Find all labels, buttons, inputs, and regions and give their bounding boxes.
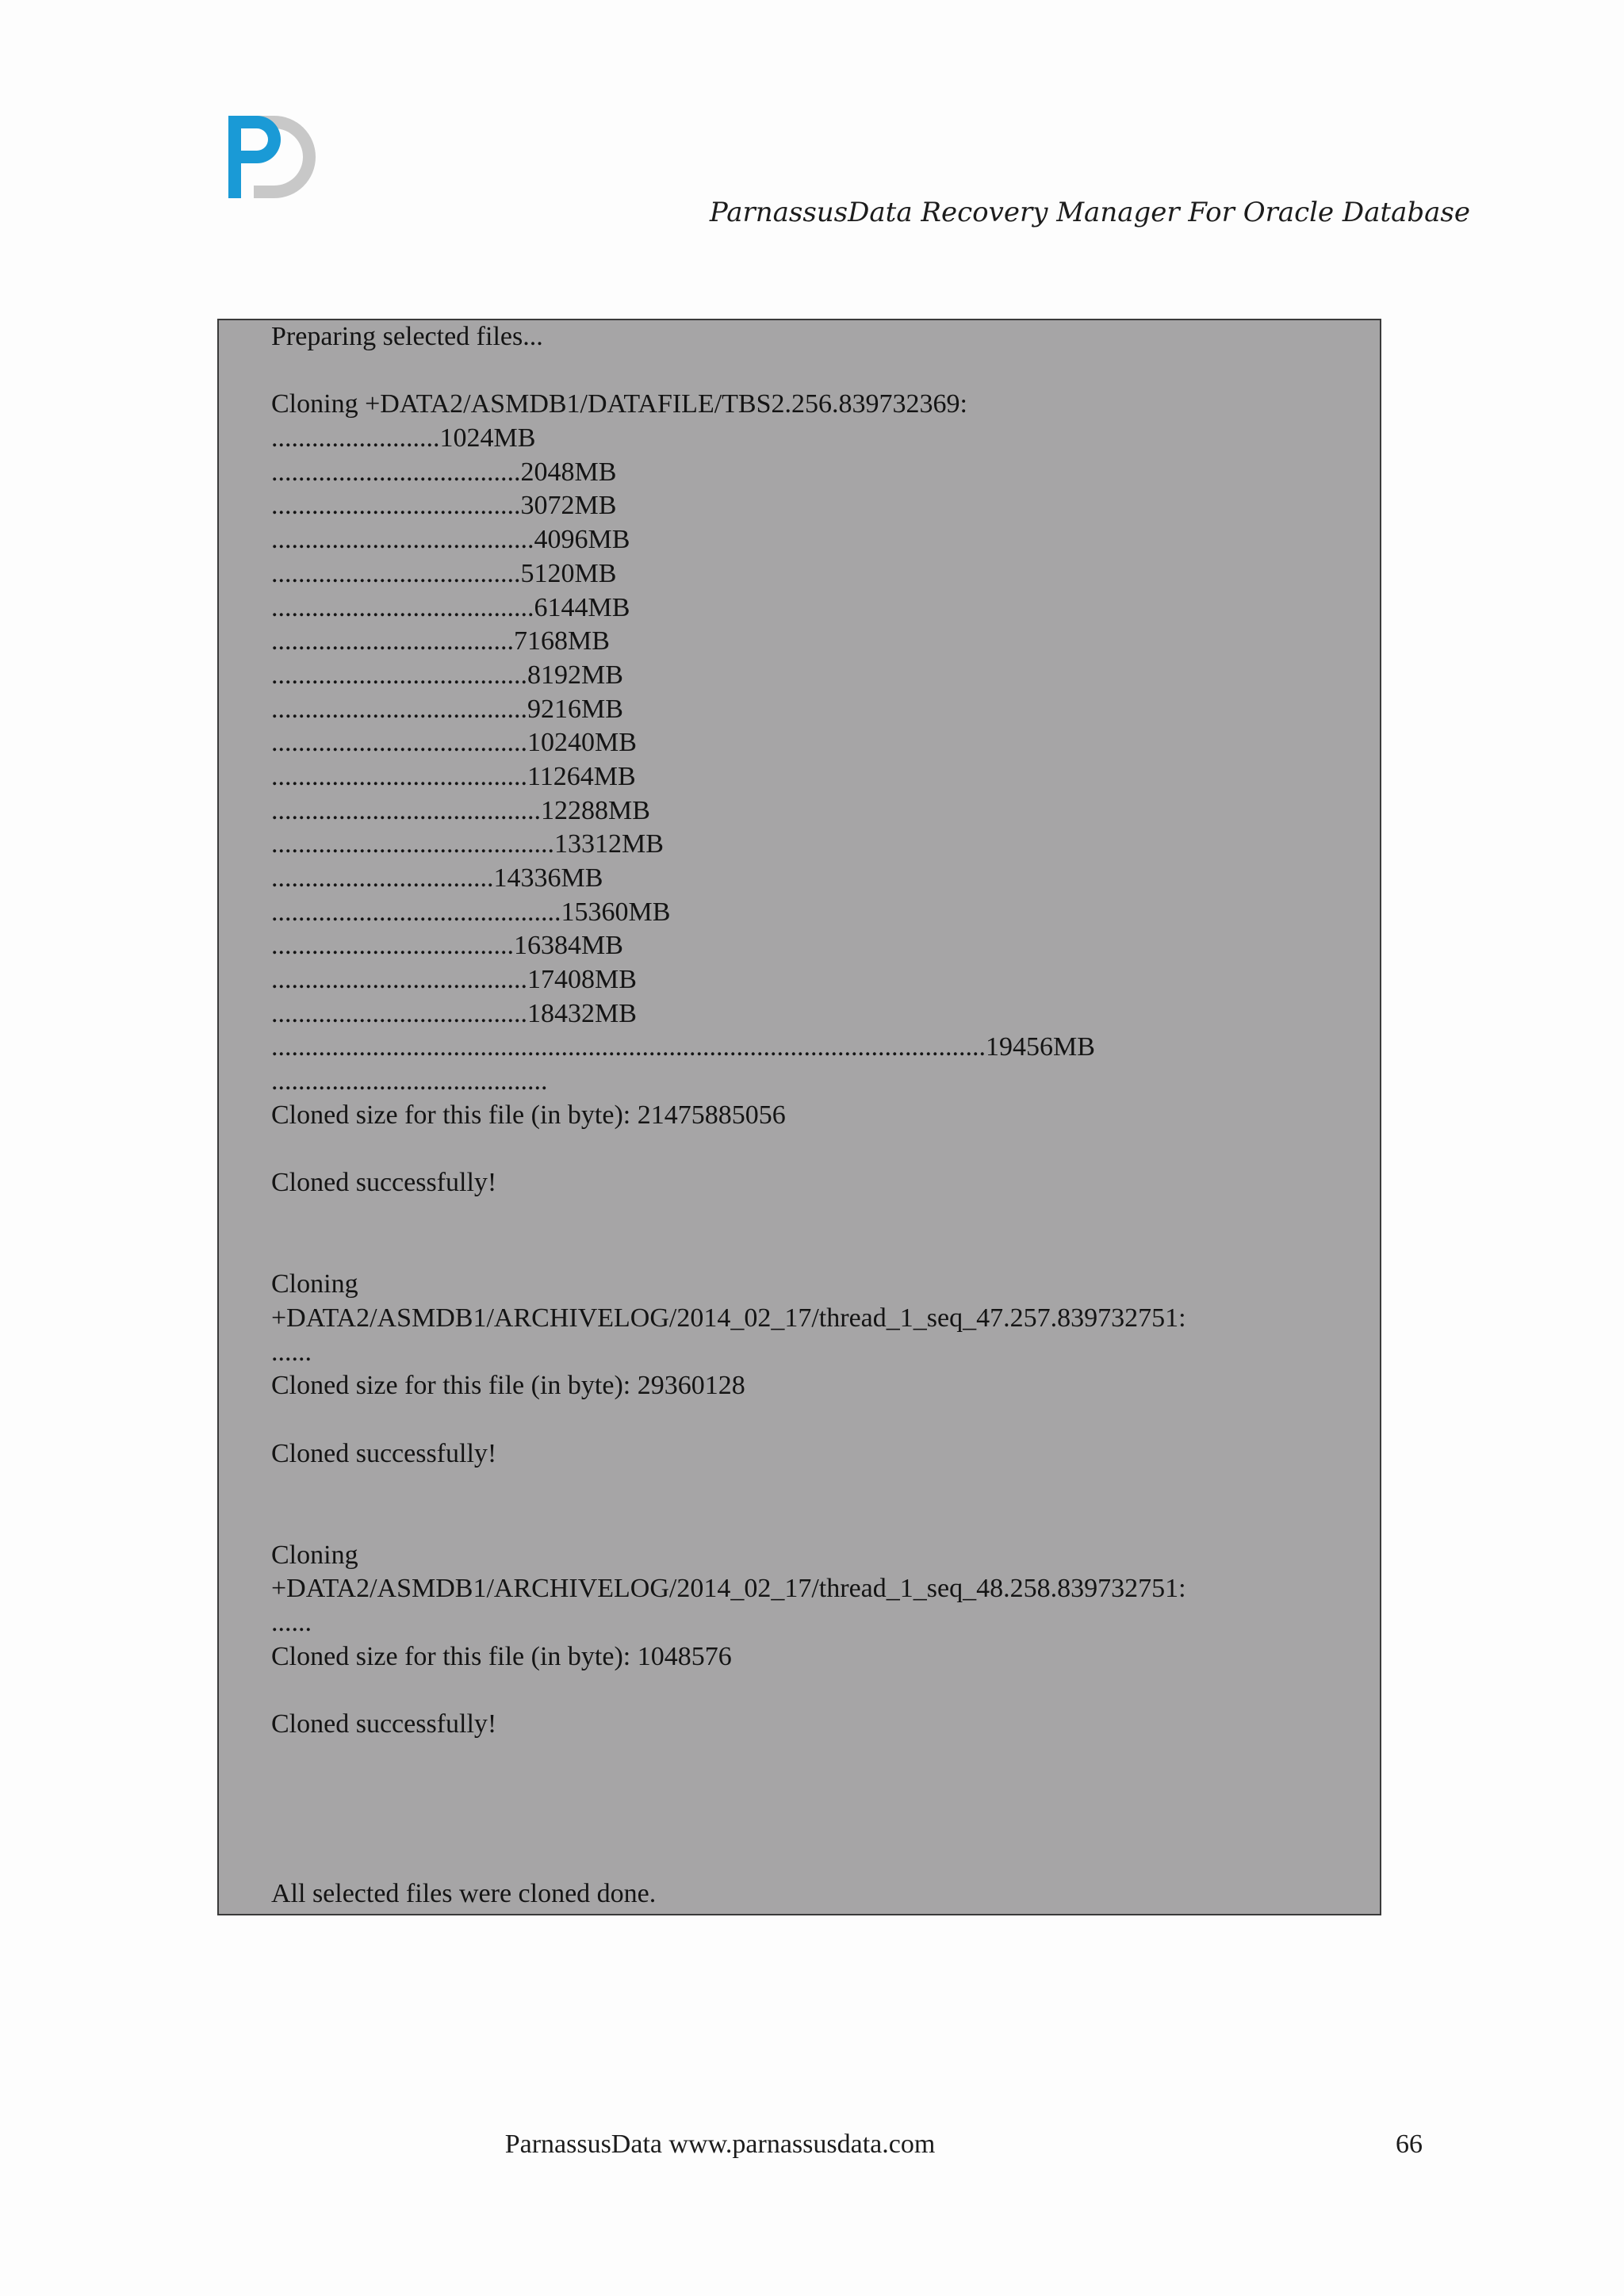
console-blank-line	[271, 1505, 1380, 1539]
console-line: .....................................3072MB	[271, 491, 617, 521]
console-blank-line	[271, 1471, 1380, 1505]
console-line: Cloning	[271, 1269, 358, 1299]
console-line: ....................................7168MB	[271, 626, 610, 656]
console-blank-line	[271, 1674, 1380, 1709]
footer	[0, 2130, 1624, 2160]
console-blank-line	[271, 1403, 1380, 1437]
console-line: ......................................17408MB	[271, 965, 637, 995]
console-lines	[271, 320, 1380, 1911]
console-line: Cloned size for this file (in byte): 1048576	[271, 1641, 732, 1671]
console-line: .........................................	[271, 1066, 548, 1096]
console-line: ..........................................................................................................19456MB	[271, 1032, 1095, 1062]
console-blank-line	[271, 1234, 1380, 1269]
console-blank-line	[271, 1843, 1380, 1877]
console-line: Cloned successfully!	[271, 1168, 497, 1198]
console-line: ...........................................15360MB	[271, 897, 671, 927]
console-blank-line	[271, 1809, 1380, 1843]
console-line: Cloning	[271, 1540, 358, 1570]
console-line: ......................................9216MB	[271, 694, 623, 724]
header-title: ParnassusData Recovery Manager For Oracle Database	[709, 197, 1470, 228]
console-line: .......................................4096MB	[271, 525, 630, 555]
console-line: .....................................5120MB	[271, 558, 617, 588]
console-line: ....................................16384MB	[271, 931, 623, 961]
console-line: ......	[271, 1608, 312, 1638]
console-line: .................................14336MB	[271, 863, 603, 893]
console-line: ......................................8192MB	[271, 660, 623, 690]
console-blank-line	[271, 1200, 1380, 1234]
console-line: +DATA2/ASMDB1/ARCHIVELOG/2014_02_17/thread_1_seq_47.257.839732751:	[271, 1303, 1186, 1333]
console-blank-line	[271, 1133, 1380, 1167]
console-line: .......................................6144MB	[271, 592, 630, 622]
footer-site: ParnassusData www.parnassusdata.com	[504, 2130, 936, 2159]
console-blank-line	[271, 1742, 1380, 1776]
console-line: ........................................12288MB	[271, 795, 650, 825]
console-line: All selected files were cloned done.	[271, 1878, 657, 1908]
console-line: Cloned size for this file (in byte): 29360128	[271, 1371, 745, 1401]
console-output-box	[217, 319, 1381, 1915]
console-line: Cloned successfully!	[271, 1438, 497, 1468]
console-line: +DATA2/ASMDB1/ARCHIVELOG/2014_02_17/thread_1_seq_48.258.839732751:	[271, 1574, 1186, 1604]
console-line: Cloned successfully!	[271, 1709, 497, 1739]
console-line: Preparing selected files...	[271, 322, 543, 351]
console-line: Cloned size for this file (in byte): 21475885056	[271, 1100, 786, 1130]
page-number: 66	[1396, 2130, 1423, 2159]
console-line: .........................1024MB	[271, 423, 536, 453]
console-line: ......................................11264MB	[271, 761, 636, 791]
console-line: Cloning +DATA2/ASMDB1/DATAFILE/TBS2.256.839732369:	[271, 389, 967, 419]
console-line: .....................................2048MB	[271, 457, 617, 487]
console-line: ......	[271, 1337, 312, 1367]
console-line: ......................................18432MB	[271, 998, 637, 1028]
console-blank-line	[271, 354, 1380, 388]
console-line: ..........................................13312MB	[271, 829, 664, 859]
parnassusdata-logo	[225, 109, 320, 205]
console-line: ......................................10240MB	[271, 728, 637, 758]
console-blank-line	[271, 1776, 1380, 1810]
